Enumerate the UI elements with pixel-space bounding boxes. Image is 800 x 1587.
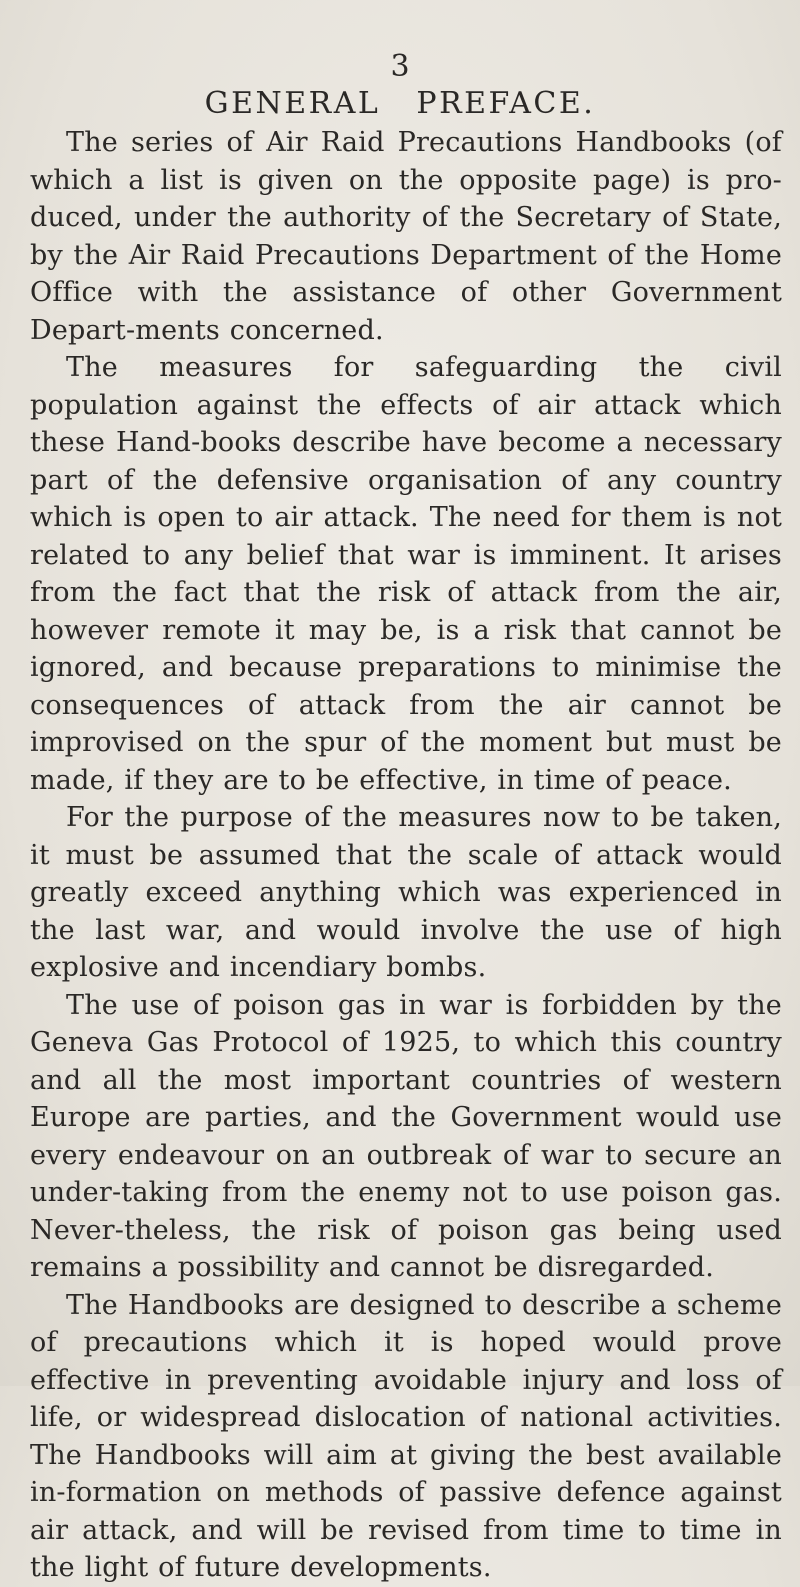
paragraph-1: The series of Air Raid Precautions Handbooks (of which a list is given on the opposite page) is pro-duced, under the authority of the Secretary of State, by the Air Raid Precautions Department of the Home Office with the assistance of other Government Depart-ments concerned.: [30, 127, 782, 346]
paragraph-5: The Handbooks are designed to describe a scheme of precautions which it is hoped would prove effective in preventing avoidable injury and loss of life, or widespread dislocation of national activities. The Handbooks will aim at giving the best available in-formation on methods of passive defence against air attack, and will be revised from time to time in the light of future developments.: [30, 1289, 782, 1583]
page-number: 3: [390, 49, 410, 84]
body-text: [30, 124, 782, 1587]
paragraph-2: The measures for safeguarding the civil population against the effects of air attack which these Hand-books describe have become a necessary part of the defensive organisation of any country which is open to air attack. The need for them is not related to any belief that war is imminent. It arises from the fact that the risk of attack from the air, however remote it may be, is a risk that cannot be ignored, and because preparations to minimise the consequences of attack from the air cannot be improvised on the spur of the moment but must be made, if they are to be effective, in time of peace.: [30, 352, 782, 796]
paragraph-4: The use of poison gas in war is forbidden by the Geneva Gas Protocol of 1925, to which this country and all the most important countries of western Europe are parties, and the Government would use every endeavour on an outbreak of war to secure an under-taking from the enemy not to use poison gas. Never-theless, the risk of poison gas being used remains a possibility and cannot be disregarded.: [30, 989, 782, 1283]
page-heading: GENERAL PREFACE.: [204, 86, 596, 121]
paragraph-3: For the purpose of the measures now to be taken, it must be assumed that the scale of attack would greatly exceed anything which was experienced in the last war, and would involve the use of high explosive and incendiary bombs.: [30, 802, 782, 983]
